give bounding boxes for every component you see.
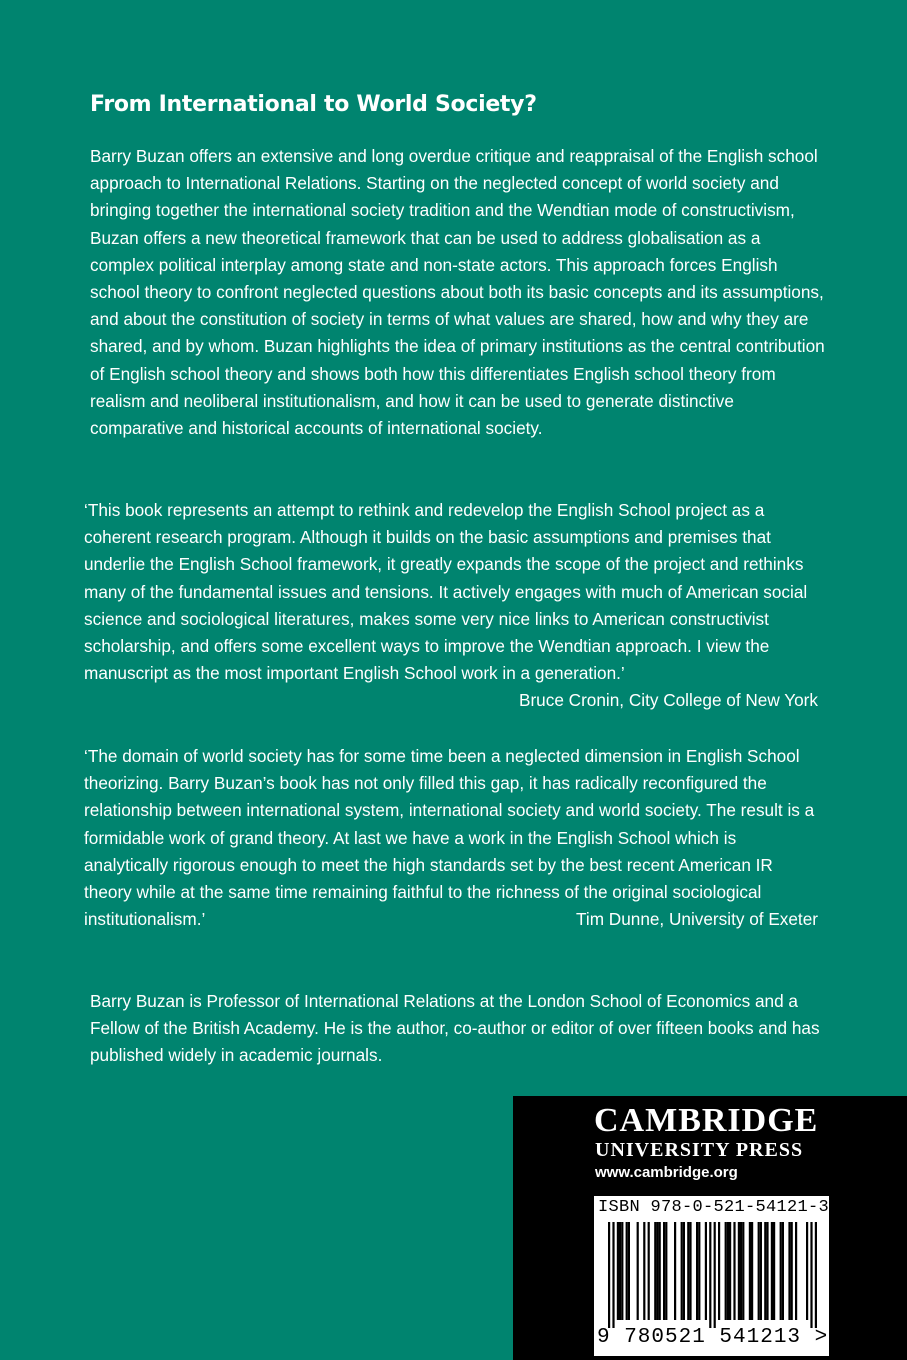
barcode-bar [696, 1222, 698, 1320]
barcode-bar [698, 1222, 700, 1320]
barcode-bar [683, 1222, 685, 1320]
barcode-bar [788, 1222, 790, 1320]
endorsement-quote-2 [84, 743, 824, 933]
barcode-bar [760, 1222, 762, 1320]
barcode-bar [751, 1222, 753, 1320]
endorsement-quote-1 [84, 497, 824, 715]
barcode-bar [766, 1222, 768, 1320]
barcode-bar [626, 1222, 628, 1320]
publisher-logo-name: CAMBRIDGE [594, 1102, 819, 1139]
barcode-bar [612, 1222, 614, 1328]
barcode-bar [674, 1222, 676, 1320]
barcode-bar [791, 1222, 793, 1320]
barcode-bar [718, 1222, 720, 1320]
barcode-bar [806, 1222, 808, 1320]
quote-text: ‘This book represents an attempt to rethink and redevelop the English School project as a coherent research program. Although it builds on the basic assumptions and premises that underlie the English School framework, it greatly expands the scope of the project and rethinks many of the fundamental issues and tensions. It actively engages with much of American social science and sociological literatures, makes some very nice links to American constructivist scholarship, and offers some excellent ways to improve the Wendtian approach. I view the manuscript as the most important English School work in a generation.’ [84, 500, 808, 684]
isbn-label: ISBN 978-0-521-54121-3 [598, 1198, 830, 1217]
barcode-bar [758, 1222, 760, 1320]
author-bio: Barry Buzan is Professor of International Relations at the London School of Economics and a Fellow of the British Academy. He is the author, co-author or editor of over fifteen books and has published widely in academic journals. [90, 991, 820, 1066]
barcode-bar [795, 1222, 797, 1320]
barcode-bar [705, 1222, 707, 1320]
barcode-bar [648, 1222, 650, 1320]
barcode-bar [628, 1222, 630, 1320]
barcode-bar [780, 1222, 782, 1320]
barcode-bar [764, 1222, 766, 1320]
barcode-bar [725, 1222, 727, 1320]
barcode-bar [727, 1222, 729, 1320]
barcode-bar [742, 1222, 744, 1320]
quote-text: ‘The domain of world society has for some time been a neglected dimension in English School theorizing. Barry Buzan’s book has not only filled this gap, it has radically reconfigured the relationship between international system, international society and world society. The result is a formidable work of grand theory. At last we have a work in the English School which is analytically rigorous enough to meet the high standards set by the best recent American IR theory while at the same time remaining faithful to the richness of the original sociological institutionalism.’ [84, 746, 815, 930]
publisher-panel [513, 1096, 907, 1360]
barcode-bar [681, 1222, 683, 1320]
barcode-bar [729, 1222, 731, 1320]
barcode-bar [608, 1222, 610, 1328]
barcode-bar [637, 1222, 639, 1320]
quote-attribution: Bruce Cronin, City College of New York [518, 690, 818, 711]
barcode-bar [709, 1222, 711, 1328]
barcode-bar [663, 1222, 665, 1320]
quote-attribution: Tim Dunne, University of Exeter [576, 909, 818, 930]
barcode-icon [594, 1220, 829, 1330]
isbn-barcode-box [594, 1196, 829, 1356]
barcode-bar [749, 1222, 751, 1320]
barcode-bar [656, 1222, 658, 1320]
barcode-bar [740, 1222, 742, 1320]
barcode-bar [621, 1222, 623, 1320]
publisher-logo-subtitle: UNIVERSITY PRESS [595, 1139, 804, 1161]
barcode-bar [654, 1222, 656, 1320]
barcode-bar [810, 1222, 812, 1328]
barcode-bar [714, 1222, 716, 1328]
barcode-bar [689, 1222, 691, 1320]
barcode-bar [687, 1222, 689, 1320]
barcode-bar [659, 1222, 661, 1320]
barcode-bar [782, 1222, 784, 1320]
barcode-bar [773, 1222, 775, 1320]
barcode-bar [665, 1222, 667, 1320]
book-blurb: Barry Buzan offers an extensive and long overdue critique and reappraisal of the English school approach to International Relations. Starting on the neglected concept of world society and bringing together the international society tradition and the Wendtian mode of constructivism, Buzan offers a new theoretical framework that can be used to address globalisation as a complex political interplay among state and non-state actors. This approach forces English school theory to confront neglected questions about both its basic concepts and its assumptions, and about the constitution of society in terms of what values are shared, how and why they are shared, and by whom. Buzan highlights the idea of primary institutions as the central contribution of English school theory and shows both how this differentiates English school theory from realism and neoliberal institutionalism, and how it can be used to generate distinctive comparative and historical accounts of international society. [90, 146, 825, 439]
barcode-bar [643, 1222, 645, 1320]
barcode-bar [617, 1222, 619, 1320]
barcode-bar [771, 1222, 773, 1320]
barcode-digits: 9 780521 541213 > [597, 1326, 829, 1349]
barcode-bar [733, 1222, 735, 1320]
book-title: From International to World Society? [90, 92, 537, 117]
barcode-bar [619, 1222, 621, 1320]
barcode-bar [815, 1222, 817, 1328]
publisher-url: www.cambridge.org [595, 1164, 738, 1181]
barcode-bar [738, 1222, 740, 1320]
